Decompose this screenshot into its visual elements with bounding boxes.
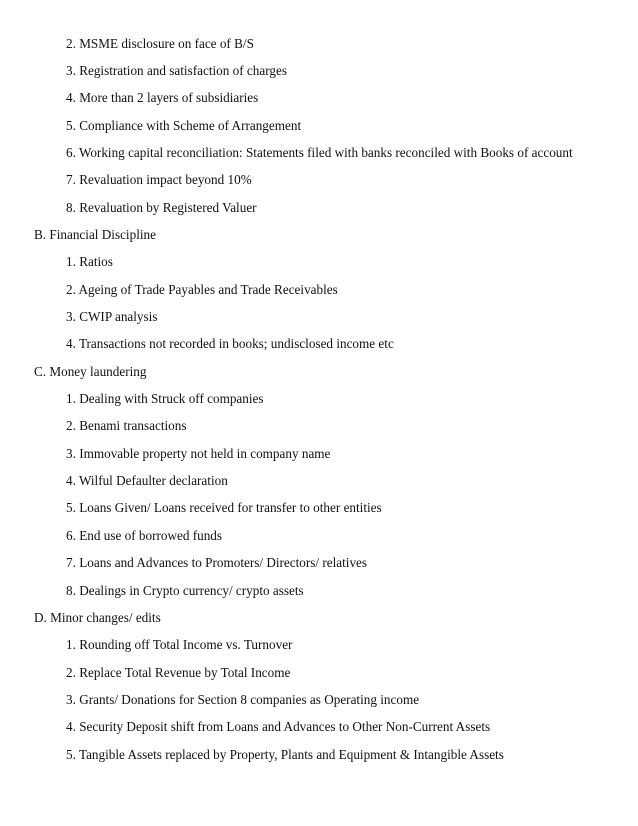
list-item: 1. Rounding off Total Income vs. Turnover: [66, 637, 293, 652]
list-item: 2. Benami transactions: [66, 418, 187, 433]
list-item: 3. CWIP analysis: [66, 309, 158, 324]
list-item: 4. Security Deposit shift from Loans and Advances to Other Non-Current Assets: [66, 719, 491, 734]
list-item: 2. Replace Total Revenue by Total Income: [66, 665, 291, 680]
list-item: 3. Grants/ Donations for Section 8 companies as Operating income: [66, 692, 420, 707]
list-item: 2. Ageing of Trade Payables and Trade Receivables: [66, 282, 338, 297]
section-heading: B. Financial Discipline: [34, 227, 156, 242]
list-item: 4. More than 2 layers of subsidiaries: [66, 90, 259, 105]
list-item: 6. Working capital reconciliation: Statements filed with banks reconciled with Books of account: [66, 145, 573, 160]
list-item: 8. Revaluation by Registered Valuer: [66, 200, 257, 215]
list-item: 2. MSME disclosure on face of B/S: [66, 36, 254, 51]
list-item: 5. Tangible Assets replaced by Property, Plants and Equipment & Intangible Assets: [66, 747, 504, 762]
list-item: 1. Ratios: [66, 254, 113, 269]
list-item: 8. Dealings in Crypto currency/ crypto assets: [66, 583, 304, 598]
list-item: 7. Revaluation impact beyond 10%: [66, 172, 252, 187]
list-item: 4. Transactions not recorded in books; undisclosed income etc: [66, 336, 394, 351]
list-item: 3. Immovable property not held in company name: [66, 446, 331, 461]
list-item: 1. Dealing with Struck off companies: [66, 391, 264, 406]
list-item: 5. Loans Given/ Loans received for transfer to other entities: [66, 500, 382, 515]
list-item: 5. Compliance with Scheme of Arrangement: [66, 118, 302, 133]
section-heading: C. Money laundering: [34, 364, 147, 379]
list-item: 4. Wilful Defaulter declaration: [66, 473, 228, 488]
list-item: 6. End use of borrowed funds: [66, 528, 223, 543]
list-item: 3. Registration and satisfaction of charges: [66, 63, 287, 78]
section-heading: D. Minor changes/ edits: [34, 610, 161, 625]
list-item: 7. Loans and Advances to Promoters/ Directors/ relatives: [66, 555, 368, 570]
